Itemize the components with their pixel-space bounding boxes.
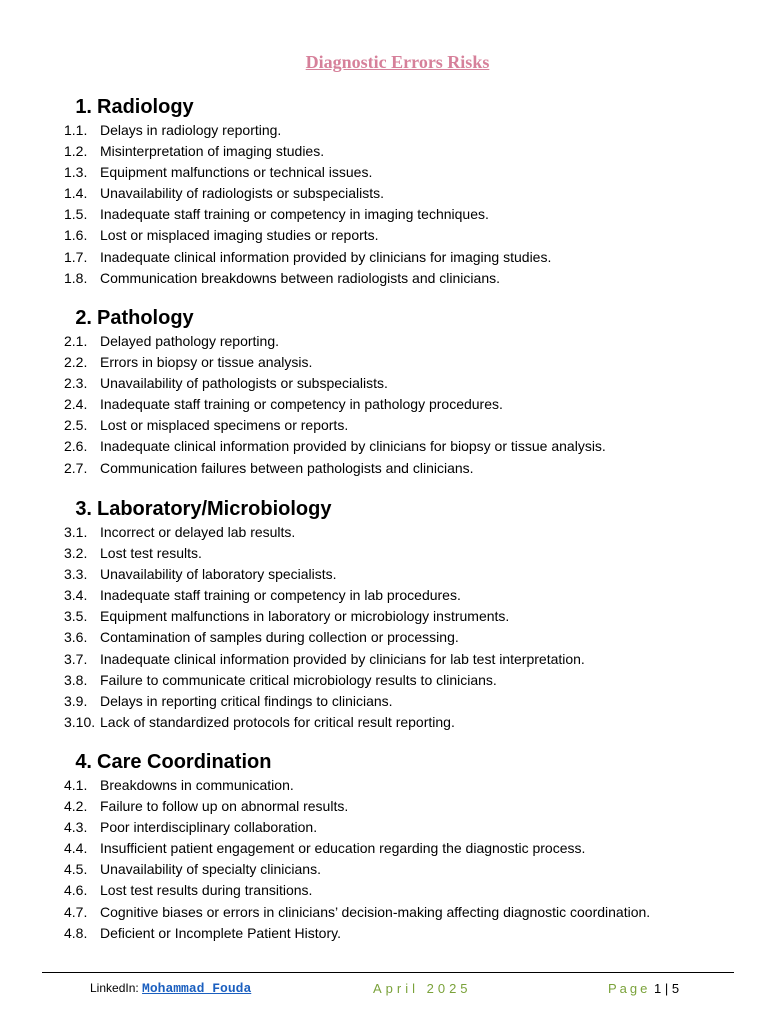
list-item <box>64 204 754 225</box>
item-text: Lack of standardized protocols for critical result reporting. <box>100 713 455 730</box>
list-item <box>64 627 754 648</box>
list-item <box>64 162 754 183</box>
item-text: Unavailability of laboratory specialists. <box>100 566 337 583</box>
item-text: Communication failures between pathologists and clinicians. <box>100 459 474 476</box>
item-text: Inadequate clinical information provided by clinicians for imaging studies. <box>100 248 552 265</box>
item-text: Unavailability of radiologists or subspecialists. <box>100 185 385 202</box>
item-text: Poor interdisciplinary collaboration. <box>100 819 318 836</box>
item-text: Unavailability of specialty clinicians. <box>100 861 321 878</box>
list-item <box>64 543 754 564</box>
item-text: Delays in reporting critical findings to clinicians. <box>100 692 393 709</box>
item-text: Breakdowns in communication. <box>100 777 294 793</box>
item-number: 3.7. <box>64 650 88 667</box>
footer-linkedin <box>90 981 251 996</box>
list-item <box>64 268 754 289</box>
list-item <box>64 522 754 543</box>
list-item <box>64 458 754 479</box>
list-item <box>64 352 754 373</box>
linkedin-label: LinkedIn: <box>90 981 139 995</box>
item-text: Errors in biopsy or tissue analysis. <box>100 354 313 371</box>
item-number: 4.4. <box>64 840 88 857</box>
item-number: 4.3. <box>64 819 88 836</box>
list-item <box>64 691 754 712</box>
item-text: Inadequate staff training or competency in lab procedures. <box>100 587 461 604</box>
item-number: 3.1. <box>64 524 88 540</box>
item-number: 2.6. <box>64 438 88 455</box>
item-text: Cognitive biases or errors in clinicians’ decision-making affecting diagnostic coordination. <box>100 903 651 920</box>
item-number: 3.9. <box>64 692 88 709</box>
item-text: Inadequate clinical information provided by clinicians for lab test interpretation. <box>100 650 585 667</box>
item-number: 2.1. <box>64 333 88 349</box>
item-text: Lost test results. <box>100 545 202 562</box>
item-number: 2.7. <box>64 459 88 476</box>
item-number: 3.2. <box>64 545 88 562</box>
section-care-coordination <box>64 749 754 944</box>
item-number: 3.6. <box>64 629 88 646</box>
item-text: Deficient or Incomplete Patient History. <box>100 924 341 941</box>
item-number: 3.8. <box>64 671 88 688</box>
item-number: 1.4. <box>64 185 88 202</box>
section-number: 4. <box>75 751 92 773</box>
list-item <box>64 649 754 670</box>
item-number: 1.8. <box>64 269 88 286</box>
section-heading <box>64 496 754 522</box>
section-title: Care Coordination <box>97 751 272 773</box>
item-number: 1.2. <box>64 143 88 160</box>
item-list <box>64 120 754 289</box>
list-item <box>64 775 754 796</box>
item-text: Incorrect or delayed lab results. <box>100 524 296 540</box>
section-radiology <box>64 94 754 289</box>
list-item <box>64 923 754 944</box>
page-separator: | <box>664 981 669 996</box>
list-item <box>64 859 754 880</box>
section-heading <box>64 94 754 120</box>
list-item <box>64 880 754 901</box>
item-text: Inadequate staff training or competency in pathology procedures. <box>100 396 503 413</box>
item-number: 4.5. <box>64 861 88 878</box>
section-title: Laboratory/Microbiology <box>97 498 332 520</box>
item-text: Equipment malfunctions in laboratory or microbiology instruments. <box>100 608 510 625</box>
item-list <box>64 331 754 479</box>
item-text: Misinterpretation of imaging studies. <box>100 143 325 160</box>
list-item <box>64 817 754 838</box>
item-text: Lost or misplaced imaging studies or reports. <box>100 227 379 244</box>
page-title: Diagnostic Errors Risks <box>305 52 490 72</box>
page-current: 1 <box>654 981 662 996</box>
list-item <box>64 670 754 691</box>
section-pathology <box>64 305 754 479</box>
list-item <box>64 373 754 394</box>
list-item <box>64 606 754 627</box>
linkedin-profile-link[interactable]: Mohammad Fouda <box>142 981 252 996</box>
footer-divider <box>42 972 734 973</box>
item-number: 2.3. <box>64 375 88 392</box>
list-item <box>64 141 754 162</box>
list-item <box>64 712 754 733</box>
item-number: 4.2. <box>64 798 88 815</box>
item-number: 3.4. <box>64 587 88 604</box>
section-number: 1. <box>75 96 92 118</box>
item-number: 1.1. <box>64 122 88 138</box>
item-text: Inadequate staff training or competency in imaging techniques. <box>100 206 489 223</box>
footer-date: April 2025 <box>373 981 472 996</box>
list-item <box>64 564 754 585</box>
item-text: Delays in radiology reporting. <box>100 122 282 138</box>
section-title: Pathology <box>97 307 194 329</box>
page-word: Page <box>608 981 651 996</box>
item-text: Communication breakdowns between radiologists and clinicians. <box>100 269 500 286</box>
item-number: 4.8. <box>64 924 88 941</box>
item-text: Equipment malfunctions or technical issues. <box>100 164 373 181</box>
item-text: Delayed pathology reporting. <box>100 333 280 349</box>
item-number: 1.6. <box>64 227 88 244</box>
list-item <box>64 436 754 457</box>
section-number: 2. <box>75 307 92 329</box>
list-item <box>64 225 754 246</box>
section-number: 3. <box>75 498 92 520</box>
list-item <box>64 183 754 204</box>
item-number: 2.4. <box>64 396 88 413</box>
item-number: 1.5. <box>64 206 88 223</box>
item-number: 3.3. <box>64 566 88 583</box>
item-text: Lost or misplaced specimens or reports. <box>100 417 349 434</box>
list-item <box>64 394 754 415</box>
item-text: Contamination of samples during collection or processing. <box>100 629 459 646</box>
item-number: 3.5. <box>64 608 88 625</box>
item-number: 2.2. <box>64 354 88 371</box>
list-item <box>64 796 754 817</box>
item-number: 4.1. <box>64 777 88 793</box>
section-laboratory <box>64 496 754 733</box>
section-heading <box>64 305 754 331</box>
list-item <box>64 415 754 436</box>
list-item <box>64 331 754 352</box>
footer-page-number <box>608 981 679 996</box>
list-item <box>64 120 754 141</box>
item-text: Inadequate clinical information provided by clinicians for biopsy or tissue analysis. <box>100 438 606 455</box>
list-item <box>64 902 754 923</box>
list-item <box>64 247 754 268</box>
item-number: 4.6. <box>64 882 88 899</box>
list-item <box>64 838 754 859</box>
item-list <box>64 522 754 733</box>
item-text: Failure to communicate critical microbiology results to clinicians. <box>100 671 497 688</box>
item-text: Insufficient patient engagement or education regarding the diagnostic process. <box>100 840 586 857</box>
section-heading <box>64 749 754 775</box>
item-text: Lost test results during transitions. <box>100 882 313 899</box>
item-list <box>64 775 754 944</box>
item-number: 1.7. <box>64 248 88 265</box>
page-total: 5 <box>671 981 680 996</box>
list-item <box>64 585 754 606</box>
item-text: Failure to follow up on abnormal results. <box>100 798 349 815</box>
item-number: 1.3. <box>64 164 88 181</box>
item-number: 3.10. <box>64 713 96 730</box>
item-number: 2.5. <box>64 417 88 434</box>
item-number: 4.7. <box>64 903 88 920</box>
item-text: Unavailability of pathologists or subspecialists. <box>100 375 388 392</box>
section-title: Radiology <box>97 96 194 118</box>
